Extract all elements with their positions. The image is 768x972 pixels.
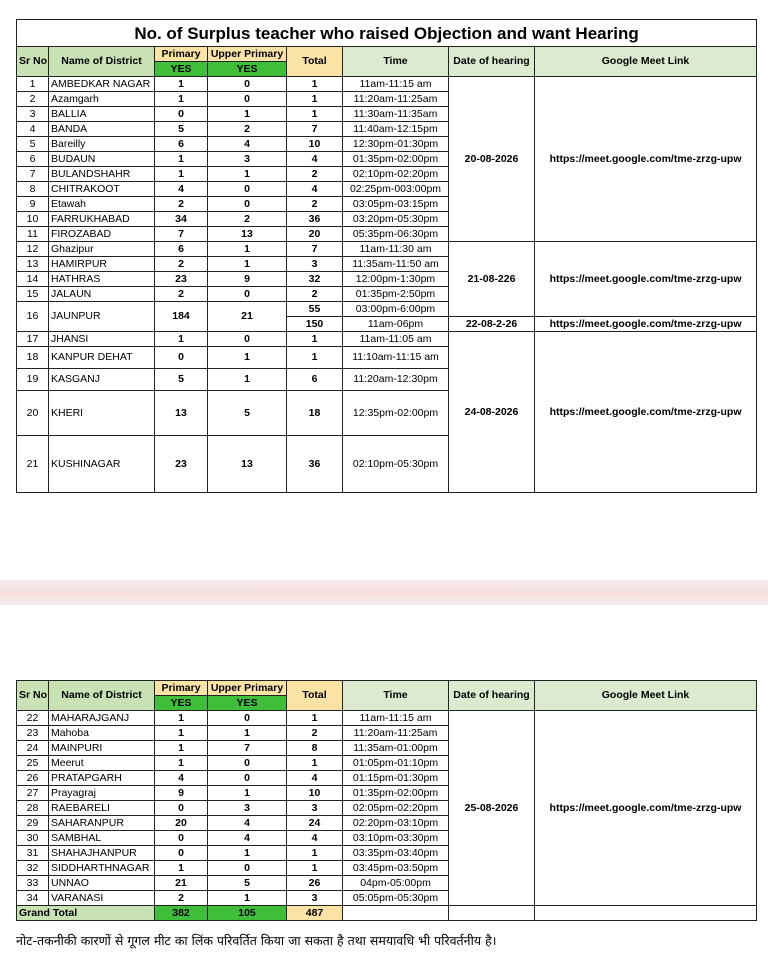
- total-cell: 1: [287, 107, 343, 122]
- table-row: [17, 711, 757, 726]
- meet-link-cell: https://meet.google.com/tme-zrzg-upw: [535, 242, 757, 317]
- meet-link-cell: https://meet.google.com/tme-zrzg-upw: [535, 77, 757, 242]
- time-cell: 11am-11:15 am: [343, 711, 449, 726]
- total-cell: 150: [287, 317, 343, 332]
- district-cell: BALLIA: [49, 107, 155, 122]
- total-cell: 55: [287, 302, 343, 317]
- upper-primary-cell: 3: [208, 152, 287, 167]
- time-cell: 03:00pm-6:00pm: [343, 302, 449, 317]
- time-cell: 02:05pm-02:20pm: [343, 801, 449, 816]
- hearing-date-cell: 21-08-226: [449, 242, 535, 317]
- header-primary: Primary: [155, 47, 208, 62]
- total-cell: 18: [287, 391, 343, 436]
- district-cell: Etawah: [49, 197, 155, 212]
- upper-primary-cell: 4: [208, 816, 287, 831]
- district-cell: Bareilly: [49, 137, 155, 152]
- grand-total-empty-date: [449, 906, 535, 921]
- time-cell: 03:45pm-03:50pm: [343, 861, 449, 876]
- primary-cell: 2: [155, 287, 208, 302]
- time-cell: 11:20am-11:25am: [343, 726, 449, 741]
- upper-primary-cell: 1: [208, 257, 287, 272]
- upper-primary-cell: 21: [208, 302, 287, 332]
- header-total: Total: [287, 47, 343, 77]
- sr-no-cell: 22: [17, 711, 49, 726]
- time-cell: 11:20am-11:25am: [343, 92, 449, 107]
- sr-no-cell: 6: [17, 152, 49, 167]
- total-cell: 8: [287, 741, 343, 756]
- header-upper-primary-yes: YES: [208, 62, 287, 77]
- district-cell: VARANASI: [49, 891, 155, 906]
- sr-no-cell: 5: [17, 137, 49, 152]
- sr-no-cell: 19: [17, 369, 49, 391]
- header-link: Google Meet Link: [535, 47, 757, 77]
- header-date: Date of hearing: [449, 681, 535, 711]
- total-cell: 2: [287, 287, 343, 302]
- grand-total-empty-time: [343, 906, 449, 921]
- upper-primary-cell: 0: [208, 182, 287, 197]
- district-cell: Azamgarh: [49, 92, 155, 107]
- sr-no-cell: 34: [17, 891, 49, 906]
- district-cell: Prayagraj: [49, 786, 155, 801]
- upper-primary-cell: 13: [208, 227, 287, 242]
- primary-cell: 2: [155, 257, 208, 272]
- primary-cell: 1: [155, 726, 208, 741]
- district-cell: KUSHINAGAR: [49, 436, 155, 493]
- total-cell: 3: [287, 801, 343, 816]
- primary-cell: 2: [155, 891, 208, 906]
- header-total: Total: [287, 681, 343, 711]
- header-primary-yes: YES: [155, 62, 208, 77]
- grand-total-label: Grand Total: [17, 906, 155, 921]
- time-cell: 11:35am-11:50 am: [343, 257, 449, 272]
- upper-primary-cell: 1: [208, 846, 287, 861]
- primary-cell: 5: [155, 369, 208, 391]
- time-cell: 11:35am-01:00pm: [343, 741, 449, 756]
- primary-cell: 2: [155, 197, 208, 212]
- district-cell: BANDA: [49, 122, 155, 137]
- primary-cell: 1: [155, 167, 208, 182]
- primary-cell: 0: [155, 347, 208, 369]
- sr-no-cell: 1: [17, 77, 49, 92]
- sr-no-cell: 14: [17, 272, 49, 287]
- header-date: Date of hearing: [449, 47, 535, 77]
- time-cell: 03:20pm-05:30pm: [343, 212, 449, 227]
- primary-cell: 6: [155, 242, 208, 257]
- total-cell: 26: [287, 876, 343, 891]
- upper-primary-cell: 1: [208, 107, 287, 122]
- time-cell: 11am-11:15 am: [343, 77, 449, 92]
- primary-cell: 1: [155, 711, 208, 726]
- time-cell: 01:35pm-02:00pm: [343, 786, 449, 801]
- primary-cell: 4: [155, 771, 208, 786]
- district-cell: SAHARANPUR: [49, 816, 155, 831]
- total-cell: 1: [287, 332, 343, 347]
- total-cell: 20: [287, 227, 343, 242]
- district-cell: JALAUN: [49, 287, 155, 302]
- grand-total-upper-primary: 105: [208, 906, 287, 921]
- sr-no-cell: 23: [17, 726, 49, 741]
- time-cell: 12:35pm-02:00pm: [343, 391, 449, 436]
- district-cell: Ghazipur: [49, 242, 155, 257]
- upper-primary-cell: 4: [208, 137, 287, 152]
- total-cell: 1: [287, 347, 343, 369]
- primary-cell: 0: [155, 831, 208, 846]
- upper-primary-cell: 1: [208, 369, 287, 391]
- district-cell: MAHARAJGANJ: [49, 711, 155, 726]
- primary-cell: 1: [155, 77, 208, 92]
- time-cell: 11am-06pm: [343, 317, 449, 332]
- grand-total-empty-link: [535, 906, 757, 921]
- total-cell: 2: [287, 726, 343, 741]
- hearing-date-cell: 25-08-2026: [449, 711, 535, 906]
- sr-no-cell: 24: [17, 741, 49, 756]
- total-cell: 1: [287, 92, 343, 107]
- upper-primary-cell: 1: [208, 726, 287, 741]
- upper-primary-cell: 7: [208, 741, 287, 756]
- upper-primary-cell: 1: [208, 167, 287, 182]
- primary-cell: 9: [155, 786, 208, 801]
- table-title: No. of Surplus teacher who raised Objection and want Hearing: [17, 20, 757, 47]
- sr-no-cell: 29: [17, 816, 49, 831]
- time-cell: 02:25pm-003:00pm: [343, 182, 449, 197]
- table-row: [17, 332, 757, 347]
- sr-no-cell: 26: [17, 771, 49, 786]
- grand-total-total: 487: [287, 906, 343, 921]
- header-link: Google Meet Link: [535, 681, 757, 711]
- header-time: Time: [343, 681, 449, 711]
- primary-cell: 184: [155, 302, 208, 332]
- primary-cell: 5: [155, 122, 208, 137]
- time-cell: 01:05pm-01:10pm: [343, 756, 449, 771]
- sr-no-cell: 9: [17, 197, 49, 212]
- hearing-date-cell: 24-08-2026: [449, 332, 535, 493]
- total-cell: 4: [287, 831, 343, 846]
- upper-primary-cell: 9: [208, 272, 287, 287]
- sr-no-cell: 25: [17, 756, 49, 771]
- time-cell: 11am-11:05 am: [343, 332, 449, 347]
- upper-primary-cell: 1: [208, 786, 287, 801]
- total-cell: 10: [287, 137, 343, 152]
- primary-cell: 0: [155, 846, 208, 861]
- district-cell: CHITRAKOOT: [49, 182, 155, 197]
- table-row: [17, 77, 757, 92]
- district-cell: JHANSI: [49, 332, 155, 347]
- district-cell: HATHRAS: [49, 272, 155, 287]
- sr-no-cell: 31: [17, 846, 49, 861]
- upper-primary-cell: 1: [208, 242, 287, 257]
- sr-no-cell: 4: [17, 122, 49, 137]
- upper-primary-cell: 4: [208, 831, 287, 846]
- district-cell: Mahoba: [49, 726, 155, 741]
- upper-primary-cell: 2: [208, 122, 287, 137]
- sr-no-cell: 15: [17, 287, 49, 302]
- primary-cell: 21: [155, 876, 208, 891]
- primary-cell: 1: [155, 332, 208, 347]
- district-cell: KANPUR DEHAT: [49, 347, 155, 369]
- primary-cell: 1: [155, 741, 208, 756]
- sr-no-cell: 8: [17, 182, 49, 197]
- primary-cell: 23: [155, 436, 208, 493]
- primary-cell: 6: [155, 137, 208, 152]
- header-sr-no: Sr No: [17, 681, 49, 711]
- total-cell: 24: [287, 816, 343, 831]
- total-cell: 1: [287, 861, 343, 876]
- upper-primary-cell: 5: [208, 391, 287, 436]
- district-cell: UNNAO: [49, 876, 155, 891]
- total-cell: 6: [287, 369, 343, 391]
- total-cell: 2: [287, 197, 343, 212]
- sr-no-cell: 12: [17, 242, 49, 257]
- upper-primary-cell: 1: [208, 891, 287, 906]
- sr-no-cell: 33: [17, 876, 49, 891]
- sr-no-cell: 13: [17, 257, 49, 272]
- upper-primary-cell: 0: [208, 771, 287, 786]
- time-cell: 11am-11:30 am: [343, 242, 449, 257]
- upper-primary-cell: 3: [208, 801, 287, 816]
- primary-cell: 1: [155, 861, 208, 876]
- time-cell: 11:30am-11:35am: [343, 107, 449, 122]
- district-cell: SAMBHAL: [49, 831, 155, 846]
- sr-no-cell: 3: [17, 107, 49, 122]
- primary-cell: 13: [155, 391, 208, 436]
- time-cell: 12:00pm-1:30pm: [343, 272, 449, 287]
- upper-primary-cell: 5: [208, 876, 287, 891]
- upper-primary-cell: 1: [208, 347, 287, 369]
- total-cell: 4: [287, 182, 343, 197]
- total-cell: 4: [287, 152, 343, 167]
- total-cell: 7: [287, 122, 343, 137]
- time-cell: 11:20am-12:30pm: [343, 369, 449, 391]
- time-cell: 12:30pm-01:30pm: [343, 137, 449, 152]
- district-cell: RAEBARELI: [49, 801, 155, 816]
- time-cell: 02:20pm-03:10pm: [343, 816, 449, 831]
- header-sr-no: Sr No: [17, 47, 49, 77]
- meet-link-cell: https://meet.google.com/tme-zrzg-upw: [535, 711, 757, 906]
- total-cell: 1: [287, 756, 343, 771]
- time-cell: 01:15pm-01:30pm: [343, 771, 449, 786]
- time-cell: 01:35pm-2:50pm: [343, 287, 449, 302]
- time-cell: 01:35pm-02:00pm: [343, 152, 449, 167]
- total-cell: 36: [287, 212, 343, 227]
- total-cell: 4: [287, 771, 343, 786]
- hearing-date-cell: 20-08-2026: [449, 77, 535, 242]
- upper-primary-cell: 13: [208, 436, 287, 493]
- hearing-table-part-two: [16, 680, 757, 921]
- upper-primary-cell: 0: [208, 711, 287, 726]
- primary-cell: 1: [155, 92, 208, 107]
- primary-cell: 23: [155, 272, 208, 287]
- time-cell: 03:10pm-03:30pm: [343, 831, 449, 846]
- time-cell: 05:35pm-06:30pm: [343, 227, 449, 242]
- meet-link-cell: https://meet.google.com/tme-zrzg-upw: [535, 317, 757, 332]
- sr-no-cell: 18: [17, 347, 49, 369]
- sr-no-cell: 32: [17, 861, 49, 876]
- district-cell: SHAHAJHANPUR: [49, 846, 155, 861]
- primary-cell: 4: [155, 182, 208, 197]
- header-district: Name of District: [49, 47, 155, 77]
- time-cell: 04pm-05:00pm: [343, 876, 449, 891]
- header-upper-primary: Upper Primary: [208, 47, 287, 62]
- total-cell: 36: [287, 436, 343, 493]
- header-time: Time: [343, 47, 449, 77]
- page-separator: [0, 580, 768, 605]
- grand-total-primary: 382: [155, 906, 208, 921]
- upper-primary-cell: 0: [208, 77, 287, 92]
- time-cell: 11:40am-12:15pm: [343, 122, 449, 137]
- total-cell: 7: [287, 242, 343, 257]
- upper-primary-cell: 0: [208, 92, 287, 107]
- primary-cell: 1: [155, 152, 208, 167]
- time-cell: 05:05pm-05:30pm: [343, 891, 449, 906]
- upper-primary-cell: 0: [208, 287, 287, 302]
- hearing-date-cell: 22-08-2-26: [449, 317, 535, 332]
- district-cell: SIDDHARTHNAGAR: [49, 861, 155, 876]
- primary-cell: 0: [155, 107, 208, 122]
- upper-primary-cell: 0: [208, 861, 287, 876]
- primary-cell: 7: [155, 227, 208, 242]
- district-cell: PRATAPGARH: [49, 771, 155, 786]
- district-cell: MAINPURI: [49, 741, 155, 756]
- total-cell: 1: [287, 846, 343, 861]
- time-cell: 03:05pm-03:15pm: [343, 197, 449, 212]
- sr-no-cell: 28: [17, 801, 49, 816]
- page-two: [0, 605, 768, 972]
- total-cell: 3: [287, 891, 343, 906]
- district-cell: AMBEDKAR NAGAR: [49, 77, 155, 92]
- header-primary-yes: YES: [155, 696, 208, 711]
- total-cell: 10: [287, 786, 343, 801]
- sr-no-cell: 11: [17, 227, 49, 242]
- header-district: Name of District: [49, 681, 155, 711]
- district-cell: Meerut: [49, 756, 155, 771]
- total-cell: 3: [287, 257, 343, 272]
- time-cell: 11:10am-11:15 am: [343, 347, 449, 369]
- hearing-table-part-one: [16, 19, 757, 493]
- grand-total-row: [17, 906, 757, 921]
- time-cell: 03:35pm-03:40pm: [343, 846, 449, 861]
- sr-no-cell: 7: [17, 167, 49, 182]
- total-cell: 1: [287, 711, 343, 726]
- sr-no-cell: 21: [17, 436, 49, 493]
- upper-primary-cell: 2: [208, 212, 287, 227]
- sr-no-cell: 2: [17, 92, 49, 107]
- header-upper-primary: Upper Primary: [208, 681, 287, 696]
- footer-note: नोट-तकनीकी कारणों से गूगल मीट का लिंक परिवर्तित किया जा सकता है तथा समयावधि भी परिवर्तनीय है।: [16, 933, 497, 948]
- upper-primary-cell: 0: [208, 756, 287, 771]
- district-cell: KHERI: [49, 391, 155, 436]
- time-cell: 02:10pm-05:30pm: [343, 436, 449, 493]
- sr-no-cell: 27: [17, 786, 49, 801]
- total-cell: 1: [287, 77, 343, 92]
- sr-no-cell: 20: [17, 391, 49, 436]
- primary-cell: 1: [155, 756, 208, 771]
- sr-no-cell: 30: [17, 831, 49, 846]
- sr-no-cell: 10: [17, 212, 49, 227]
- district-cell: FARRUKHABAD: [49, 212, 155, 227]
- district-cell: BULANDSHAHR: [49, 167, 155, 182]
- total-cell: 2: [287, 167, 343, 182]
- table-row: [17, 242, 757, 257]
- header-primary: Primary: [155, 681, 208, 696]
- sr-no-cell: 16: [17, 302, 49, 332]
- district-cell: FIROZABAD: [49, 227, 155, 242]
- primary-cell: 34: [155, 212, 208, 227]
- district-cell: HAMIRPUR: [49, 257, 155, 272]
- district-cell: JAUNPUR: [49, 302, 155, 332]
- upper-primary-cell: 0: [208, 197, 287, 212]
- primary-cell: 20: [155, 816, 208, 831]
- header-upper-primary-yes: YES: [208, 696, 287, 711]
- district-cell: KASGANJ: [49, 369, 155, 391]
- time-cell: 02:10pm-02:20pm: [343, 167, 449, 182]
- primary-cell: 0: [155, 801, 208, 816]
- meet-link-cell: https://meet.google.com/tme-zrzg-upw: [535, 332, 757, 493]
- upper-primary-cell: 0: [208, 332, 287, 347]
- sr-no-cell: 17: [17, 332, 49, 347]
- total-cell: 32: [287, 272, 343, 287]
- district-cell: BUDAUN: [49, 152, 155, 167]
